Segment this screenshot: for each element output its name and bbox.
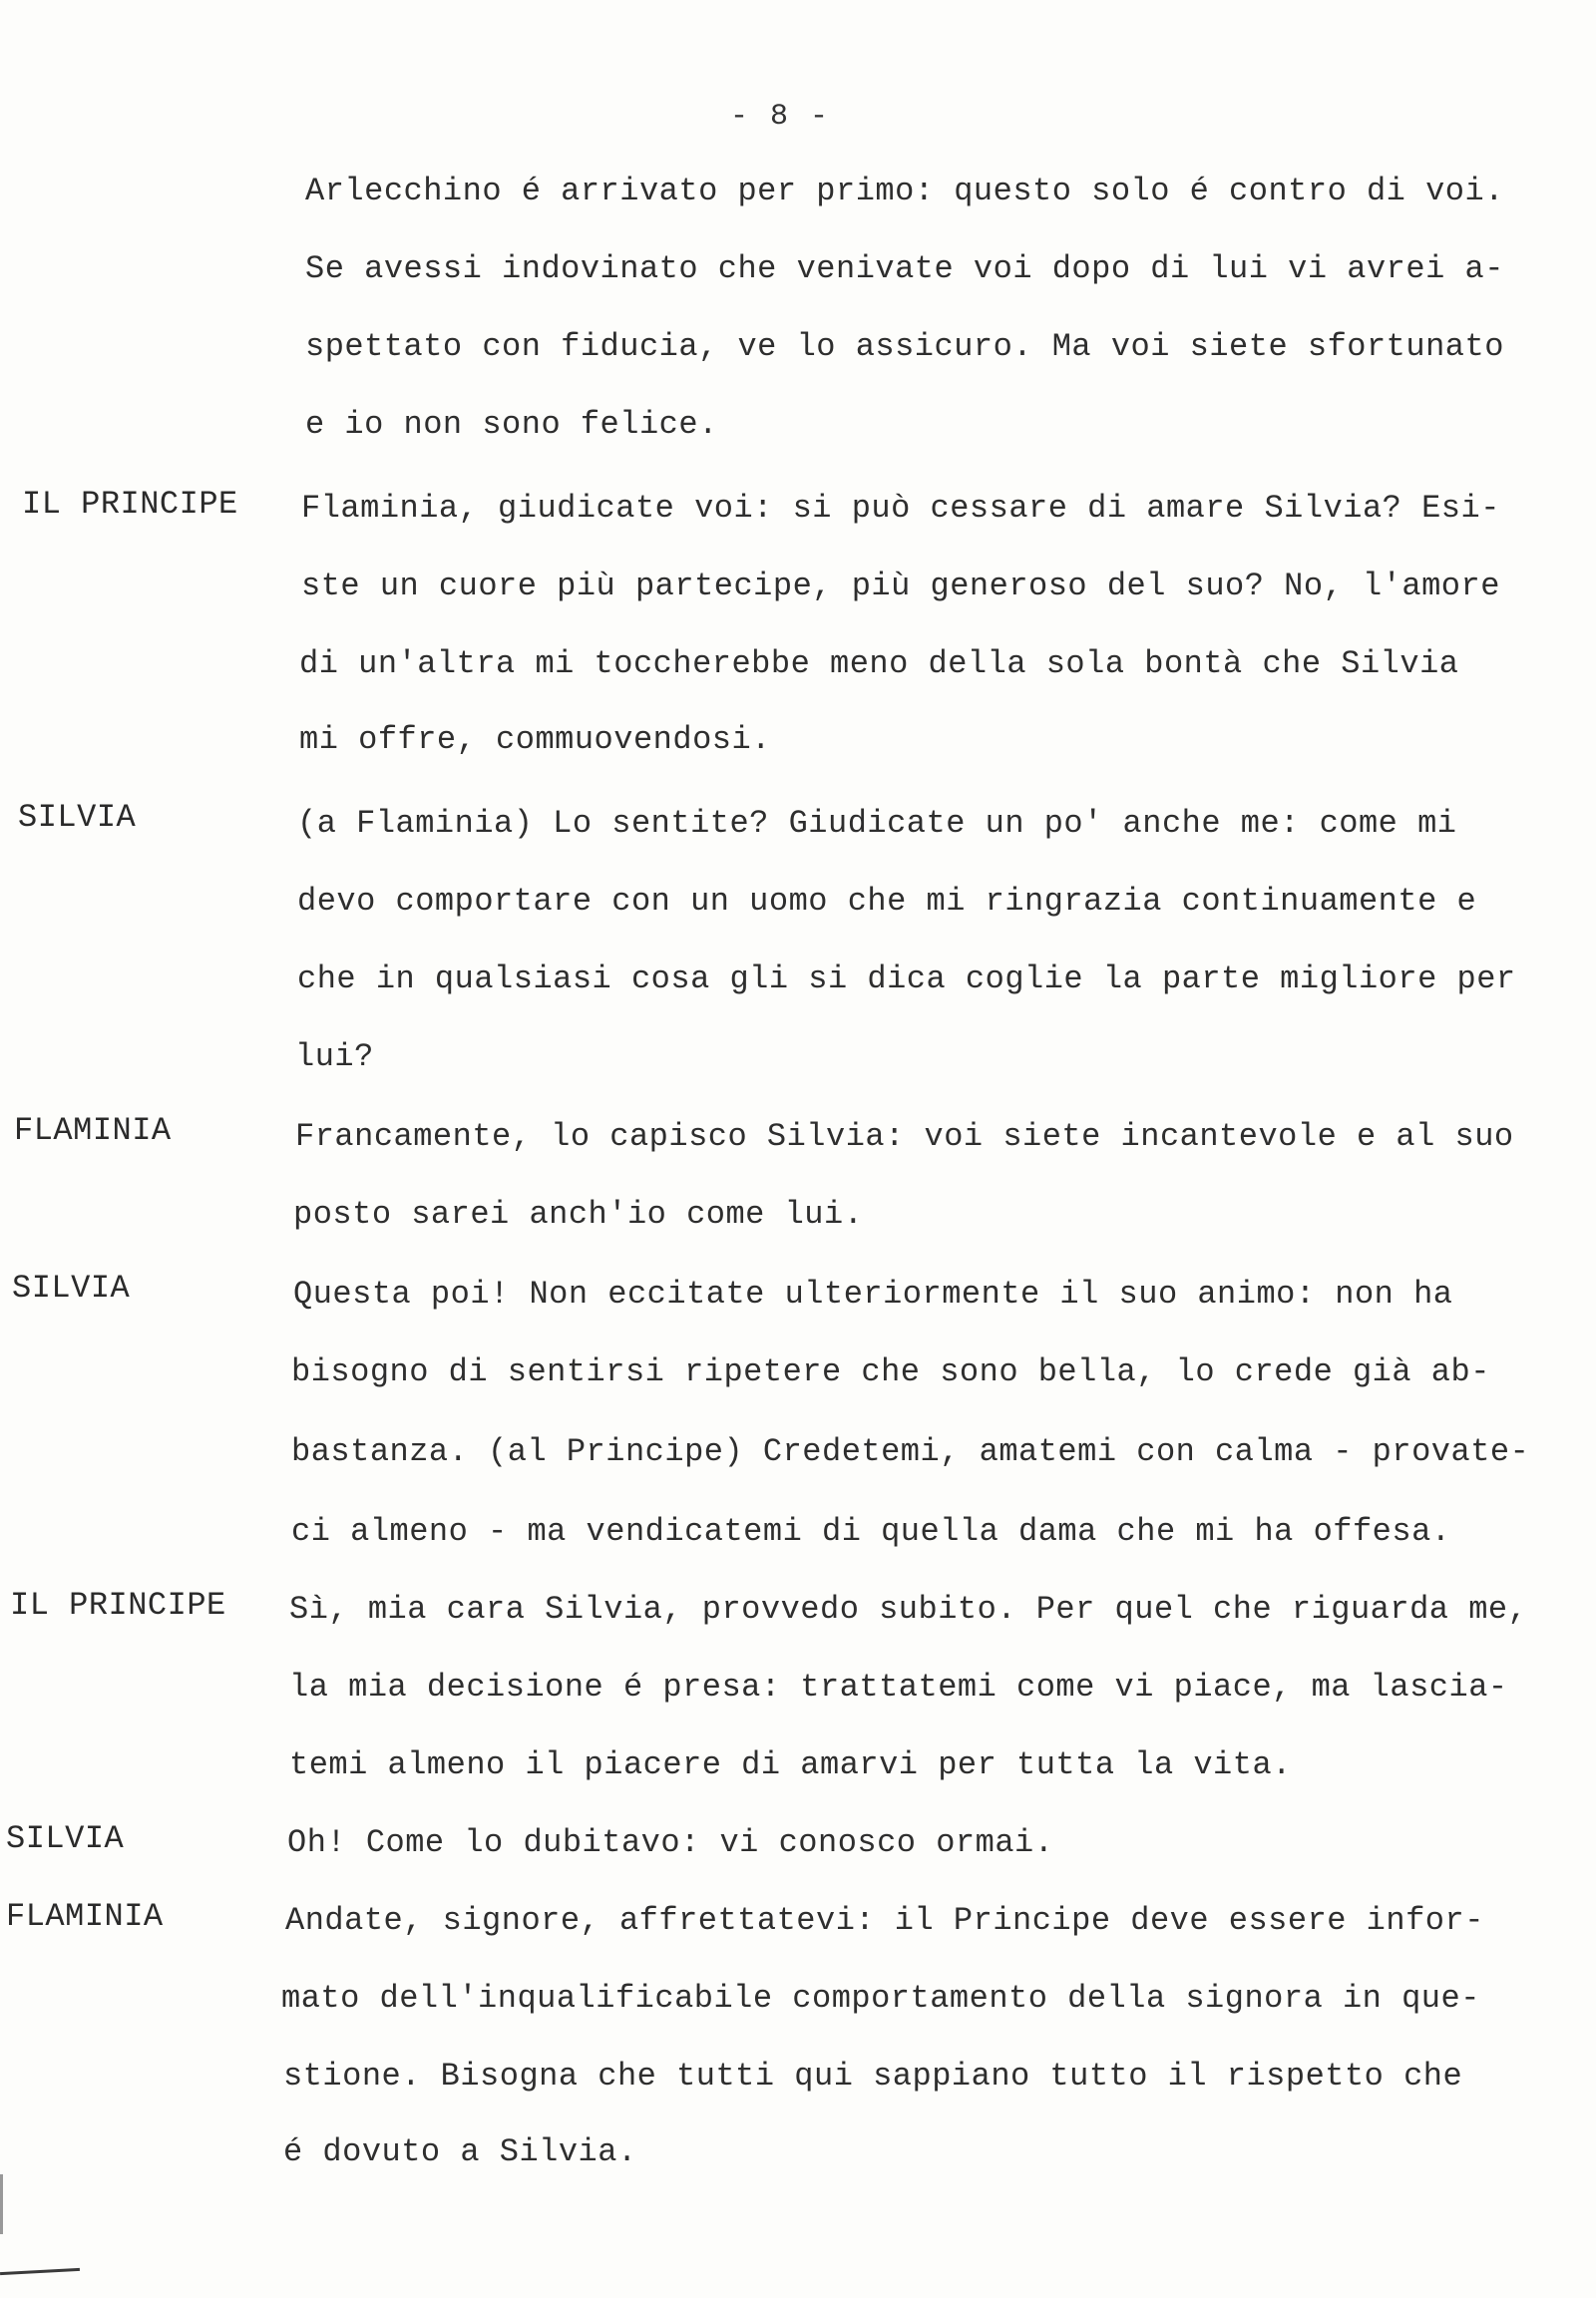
dialogue-line: (a Flaminia) Lo sentite? Giudicate un po' anche me: come mi xyxy=(297,805,1457,842)
dialogue-line: stione. Bisogna che tutti qui sappiano tutto il rispetto che xyxy=(283,2058,1463,2095)
dialogue-line: Francamente, lo capisco Silvia: voi siete incantevole e al suo xyxy=(295,1118,1514,1155)
dialogue-line: di un'altra mi toccherebbe meno della sola bontà che Silvia xyxy=(299,645,1459,682)
speaker-name: FLAMINIA xyxy=(6,1898,164,1935)
dialogue-line: Flaminia, giudicate voi: si può cessare di amare Silvia? Esi- xyxy=(301,490,1500,527)
dialogue-line: bisogno di sentirsi ripetere che sono bella, lo crede già ab- xyxy=(291,1353,1490,1390)
dialogue-line: é dovuto a Silvia. xyxy=(283,2133,637,2170)
dialogue-line: mato dell'inqualificabile comportamento della signora in que- xyxy=(281,1980,1480,2017)
dialogue-line: la mia decisione é presa: trattatemi come vi piace, ma lascia- xyxy=(289,1669,1508,1706)
dialogue-line: Questa poi! Non eccitate ulteriormente il suo animo: non ha xyxy=(293,1276,1453,1313)
speaker-name: IL PRINCIPE xyxy=(10,1587,226,1624)
dialogue-line: mi offre, commuovendosi. xyxy=(299,721,771,758)
bottom-edge-mark xyxy=(0,2268,80,2275)
dialogue-line: Arlecchino é arrivato per primo: questo solo é contro di voi. xyxy=(305,173,1504,209)
speaker-name: SILVIA xyxy=(6,1820,125,1857)
dialogue-line: Sì, mia cara Silvia, provvedo subito. Per quel che riguarda me, xyxy=(289,1591,1528,1628)
dialogue-line: Oh! Come lo dubitavo: vi conosco ormai. xyxy=(287,1824,1054,1861)
page-number: - 8 - xyxy=(730,100,831,134)
speaker-name: SILVIA xyxy=(12,1270,131,1307)
dialogue-line: temi almeno il piacere di amarvi per tutta la vita. xyxy=(289,1746,1292,1783)
speaker-name: IL PRINCIPE xyxy=(22,486,238,523)
dialogue-line: ste un cuore più partecipe, più generoso del suo? No, l'amore xyxy=(301,568,1500,604)
dialogue-line: Se avessi indovinato che venivate voi dopo di lui vi avrei a- xyxy=(305,250,1504,287)
dialogue-line: devo comportare con un uomo che mi ringrazia continuamente e xyxy=(297,883,1477,920)
dialogue-line: e io non sono felice. xyxy=(305,406,718,443)
dialogue-line: posto sarei anch'io come lui. xyxy=(293,1196,864,1233)
dialogue-line: Andate, signore, affrettatevi: il Principe deve essere infor- xyxy=(285,1902,1484,1939)
speaker-name: SILVIA xyxy=(18,799,137,836)
dialogue-line: ci almeno - ma vendicatemi di quella dama che mi ha offesa. xyxy=(291,1513,1451,1550)
dialogue-line: bastanza. (al Principe) Credetemi, amatemi con calma - provate- xyxy=(291,1433,1530,1470)
dialogue-line: lui? xyxy=(295,1038,374,1075)
dialogue-line: che in qualsiasi cosa gli si dica coglie la parte migliore per xyxy=(297,960,1516,997)
dialogue-line: spettato con fiducia, ve lo assicuro. Ma voi siete sfortunato xyxy=(305,328,1504,365)
margin-mark xyxy=(0,2174,3,2234)
speaker-name: FLAMINIA xyxy=(14,1112,172,1149)
